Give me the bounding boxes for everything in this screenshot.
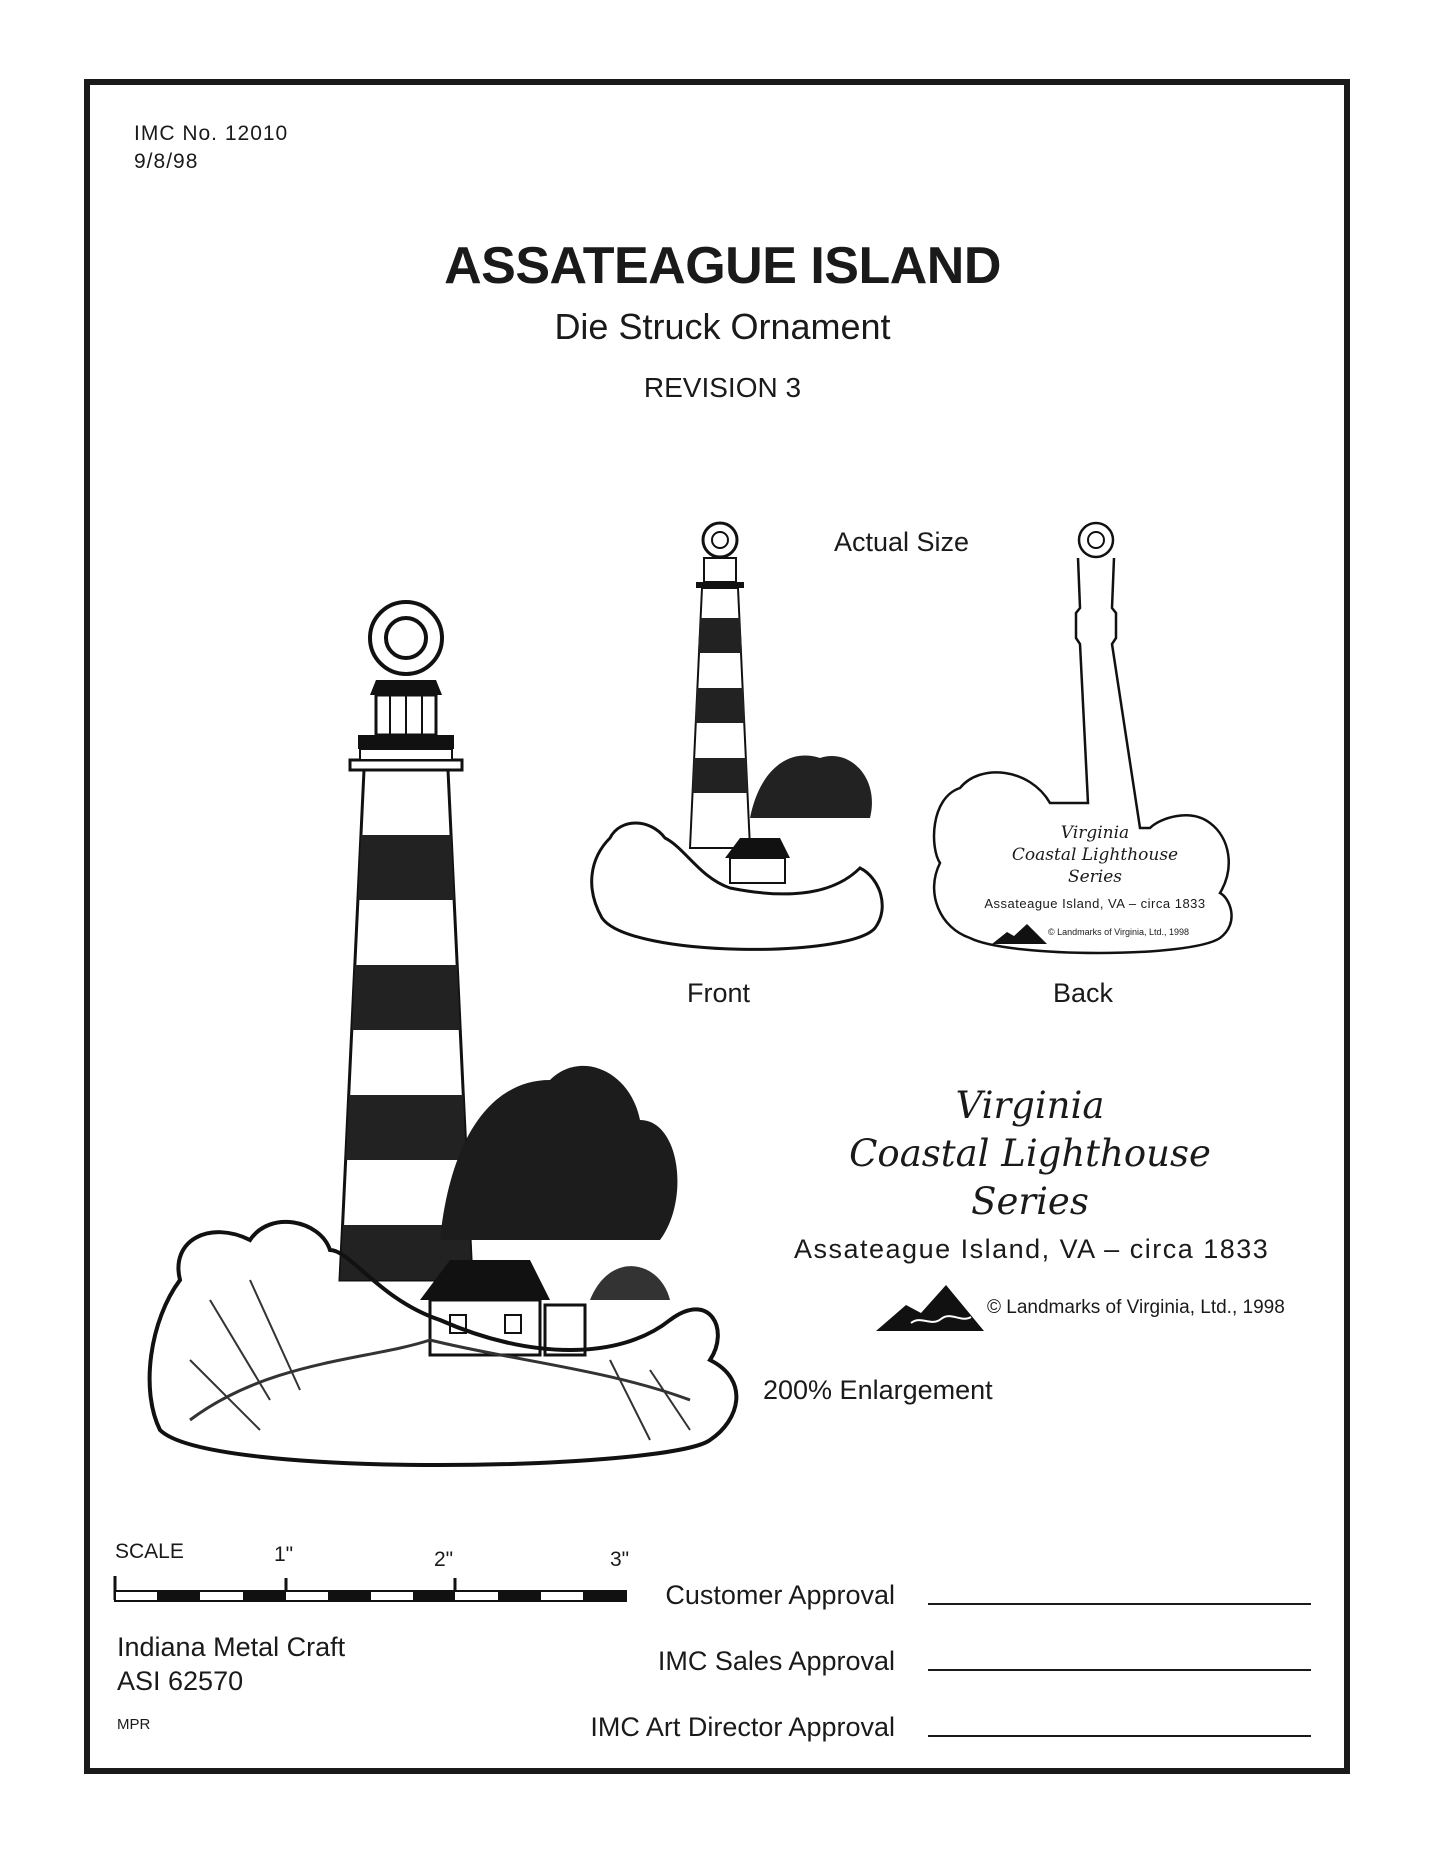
scale-tick-3-label: 3" [610,1548,630,1571]
series-line3: Series [971,1180,1089,1223]
scale-tick-1-label: 1" [274,1543,294,1566]
series-copyright: © Landmarks of Virginia, Ltd., 1998 [987,1297,1285,1318]
ornament-back-outline [930,518,1240,958]
scale-tick-2-label: 2" [434,1548,454,1571]
series-line2: Coastal Lighthouse [849,1132,1211,1175]
actual-size-label: Actual Size [834,527,970,557]
art-director-approval-line[interactable] [928,1735,1311,1737]
sales-approval-line[interactable] [928,1669,1311,1671]
enlargement-label: 200% Enlargement [763,1375,993,1405]
customer-approval-label: Customer Approval [665,1580,895,1610]
company-asi: ASI 62570 [117,1666,244,1696]
imc-number: IMC No. 12010 [134,122,289,145]
document-date: 9/8/98 [134,150,199,173]
back-series-line3: Series [1067,867,1123,887]
customer-approval-line[interactable] [928,1603,1311,1605]
series-line1: Virginia [955,1084,1105,1127]
ornament-front-illustration [590,518,890,958]
mountain-logo-small-icon [992,922,1047,944]
scale-label: SCALE [115,1540,184,1563]
back-copyright-text: © Landmarks of Virginia, Ltd., 1998 [1048,927,1190,937]
scale-bar [113,1570,628,1606]
document-header [134,120,288,176]
company-name: Indiana Metal Craft [117,1632,346,1662]
back-label: Back [1053,978,1114,1008]
revision-label: REVISION 3 [643,372,802,403]
page-title: ASSATEAGUE ISLAND [444,237,1001,295]
sales-approval-label: IMC Sales Approval [657,1646,895,1676]
page-subtitle: Die Struck Ornament [554,306,891,347]
back-series-text [990,822,1200,888]
art-director-approval-label: IMC Art Director Approval [590,1712,895,1742]
front-label: Front [687,978,751,1008]
mountain-logo-icon [876,1283,984,1331]
back-series-line2: Coastal Lighthouse [1011,845,1179,865]
company-block [117,1630,345,1698]
back-location-text: Assateague Island, VA – circa 1833 [984,896,1206,911]
back-series-line1: Virginia [1060,823,1130,843]
artist-initials: MPR [117,1716,151,1733]
series-location: Assateague Island, VA – circa 1833 [794,1234,1270,1264]
series-title [830,1082,1230,1226]
